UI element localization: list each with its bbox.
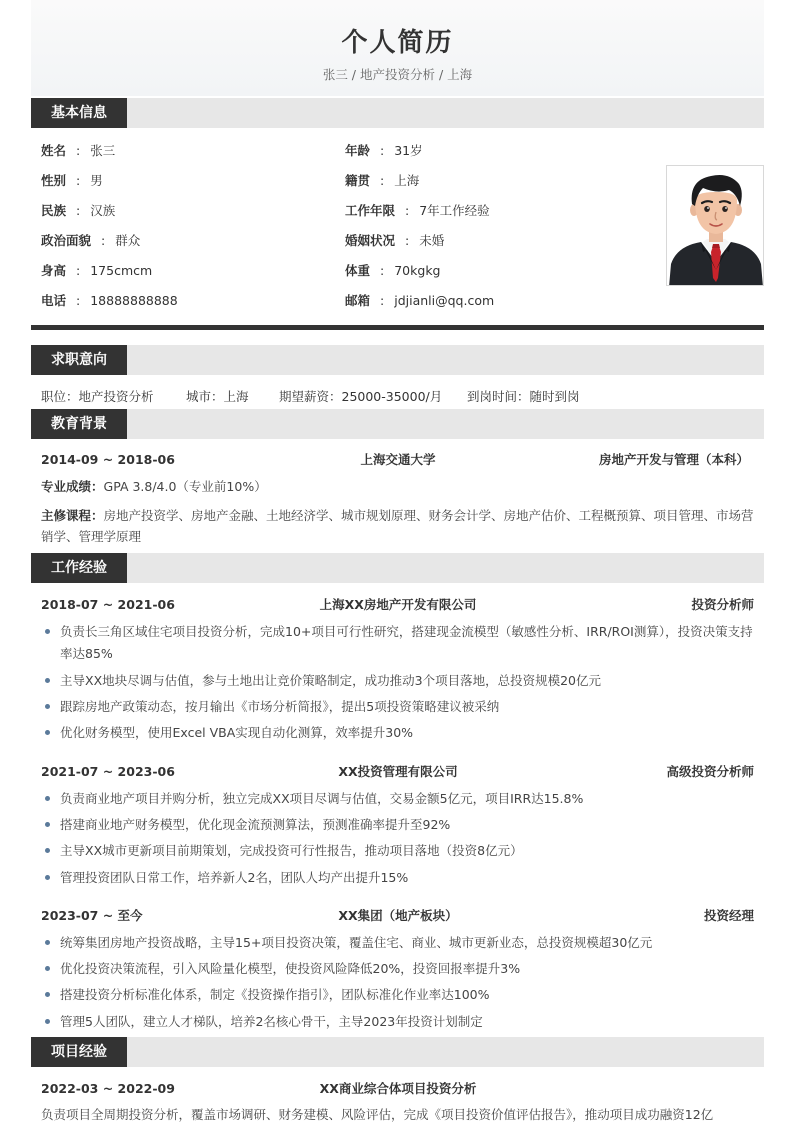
info-value: 张三 — [90, 143, 116, 158]
divider-bar — [31, 325, 764, 330]
info-weight — [345, 261, 441, 281]
info-value: 70kgkg — [394, 263, 441, 278]
job-company: XX集团（地产板块） — [338, 908, 458, 923]
info-colon: : — [380, 263, 385, 278]
bullet-dot-icon — [45, 848, 50, 853]
job-bullet-text: 优化投资决策流程，引入风险量化模型，使投资风险降低20%，投资回报率提升3% — [60, 961, 521, 976]
bullet-dot-icon — [45, 822, 50, 827]
info-name — [41, 141, 115, 161]
info-value: jdjianli@qq.com — [394, 293, 495, 308]
job-role: 高级投资分析师 — [666, 764, 754, 779]
info-value: 7年工作经验 — [419, 203, 490, 218]
bullet-dot-icon — [45, 992, 50, 997]
info-colon: : — [76, 143, 81, 158]
section-header-education — [31, 409, 764, 439]
education-grades — [41, 477, 267, 497]
resume-header — [31, 0, 764, 96]
info-label: 工作年限 — [345, 203, 396, 218]
job-bullet — [45, 621, 757, 665]
page-title: 个人简历 — [341, 28, 454, 58]
info-value: 群众 — [115, 233, 141, 248]
info-label: 电话 — [41, 293, 67, 308]
job-date: 2023-07 ~ 至今 — [41, 908, 143, 923]
job-bullet — [45, 840, 757, 862]
job-bullet-text: 主导XX地块尽调与估值，参与土地出让竞价策略制定，成功推动3个项目落地，总投资规模20亿元 — [60, 673, 601, 688]
info-colon: : — [405, 233, 410, 248]
info-value: 未婚 — [419, 233, 445, 248]
job-bullet — [45, 814, 757, 836]
section-header-work — [31, 553, 764, 583]
job-company: 上海XX房地产开发有限公司 — [319, 597, 477, 612]
section-header-intention — [31, 345, 764, 375]
job-bullet-text: 主导XX城市更新项目前期策划，完成投资可行性报告，推动项目落地（投资8亿元） — [60, 843, 523, 858]
info-label: 身高 — [41, 263, 67, 278]
job-bullet — [45, 788, 757, 810]
info-value: 175cmcm — [90, 263, 153, 278]
job-bullet-text: 管理投资团队日常工作，培养新人2名，团队人均产出提升15% — [60, 870, 409, 885]
bullet-dot-icon — [45, 796, 50, 801]
job-bullet-text: 优化财务模型，使用Excel VBA实现自动化测算，效率提升30% — [60, 725, 414, 740]
info-colon: : — [101, 233, 106, 248]
info-label: 姓名 — [41, 143, 67, 158]
info-colon: : — [380, 173, 385, 188]
education-courses-value: 房地产投资学、房地产金融、土地经济学、城市规划原理、财务会计学、房地产估价、工程概预算、项目管理、市场营销学、管理学原理 — [41, 508, 754, 544]
info-email — [345, 291, 494, 311]
job-bullet-text: 跟踪房地产政策动态，按月输出《市场分析简报》，提出5项投资策略建议被采纳 — [60, 699, 500, 714]
info-label: 民族 — [41, 203, 67, 218]
intention-salary: 期望薪资：25000-35000/月 — [279, 389, 443, 404]
bullet-dot-icon — [45, 966, 50, 971]
education-date: 2014-09 ~ 2018-06 — [41, 452, 175, 467]
intention-arrival: 到岗时间：随时到岗 — [467, 389, 580, 404]
profile-photo — [666, 165, 764, 286]
job-bullet — [45, 722, 757, 744]
info-value: 汉族 — [90, 203, 116, 218]
info-label: 籍贯 — [345, 173, 371, 188]
info-marital — [345, 231, 444, 251]
education-grades-label: 专业成绩： — [41, 479, 104, 494]
section-label-intention: 求职意向 — [31, 345, 127, 375]
job-bullet — [45, 670, 757, 692]
info-height — [41, 261, 152, 281]
job-bullet — [45, 932, 757, 954]
education-school: 上海交通大学 — [360, 452, 436, 467]
info-colon: : — [76, 173, 81, 188]
bullet-dot-icon — [45, 730, 50, 735]
bullet-dot-icon — [45, 940, 50, 945]
info-label: 体重 — [345, 263, 371, 278]
job-bullet-text: 搭建投资分析标准化体系，制定《投资操作指引》，团队标准化作业率达100% — [60, 987, 490, 1002]
education-courses-label: 主修课程： — [41, 508, 104, 523]
project-description: 负责项目全周期投资分析，覆盖市场调研、财务建模、风险评估，完成《项目投资价值评估报告》，推动项目成功融资12亿 — [41, 1107, 714, 1122]
education-courses — [41, 505, 757, 547]
job-bullet-text: 管理5人团队，建立人才梯队，培养2名核心骨干，主导2023年投资计划制定 — [60, 1014, 483, 1029]
info-value: 18888888888 — [90, 293, 178, 308]
info-phone — [41, 291, 178, 311]
info-colon: : — [76, 203, 81, 218]
bullet-dot-icon — [45, 875, 50, 880]
info-label: 婚姻状况 — [345, 233, 396, 248]
job-bullet — [45, 696, 757, 718]
job-bullet — [45, 958, 757, 980]
bullet-dot-icon — [45, 629, 50, 634]
job-date: 2018-07 ~ 2021-06 — [41, 597, 175, 612]
info-colon: : — [380, 143, 385, 158]
info-gender — [41, 171, 103, 191]
avatar-illustration — [667, 166, 764, 286]
info-value: 31岁 — [394, 143, 423, 158]
job-bullet-text: 搭建商业地产财务模型，优化现金流预测算法，预测准确率提升至92% — [60, 817, 451, 832]
section-label-project: 项目经验 — [31, 1037, 127, 1067]
section-label-education: 教育背景 — [31, 409, 127, 439]
info-age — [345, 141, 423, 161]
section-header-project — [31, 1037, 764, 1067]
education-grades-value: GPA 3.8/4.0（专业前10%） — [103, 479, 267, 494]
info-political — [41, 231, 140, 251]
intention-city: 城市：上海 — [186, 389, 249, 404]
section-label-basic: 基本信息 — [31, 98, 127, 128]
info-value: 男 — [90, 173, 103, 188]
intention-position: 职位：地产投资分析 — [41, 389, 154, 404]
project-name: XX商业综合体项目投资分析 — [319, 1081, 477, 1096]
job-role: 投资经理 — [703, 908, 754, 923]
page-subtitle: 张三 / 地产投资分析 / 上海 — [322, 67, 473, 82]
info-colon: : — [380, 293, 385, 308]
info-colon: : — [76, 293, 81, 308]
job-date: 2021-07 ~ 2023-06 — [41, 764, 175, 779]
section-label-work: 工作经验 — [31, 553, 127, 583]
info-colon: : — [405, 203, 410, 218]
info-hometown — [345, 171, 419, 191]
bullet-dot-icon — [45, 704, 50, 709]
job-role: 投资分析师 — [691, 597, 754, 612]
info-label: 邮箱 — [345, 293, 371, 308]
info-value: 上海 — [394, 173, 420, 188]
info-ethnicity — [41, 201, 115, 221]
info-label: 年龄 — [345, 143, 371, 158]
info-label: 政治面貌 — [41, 233, 92, 248]
info-years — [345, 201, 490, 221]
job-bullet — [45, 984, 757, 1006]
project-date: 2022-03 ~ 2022-09 — [41, 1081, 175, 1096]
info-label: 性别 — [41, 173, 67, 188]
bullet-dot-icon — [45, 678, 50, 683]
job-bullet-text: 统筹集团房地产投资战略，主导15+项目投资决策，覆盖住宅、商业、城市更新业态，总投资规模超30亿元 — [60, 935, 653, 950]
section-header-basic — [31, 98, 764, 128]
job-company: XX投资管理有限公司 — [338, 764, 458, 779]
education-major: 房地产开发与管理（本科） — [598, 452, 749, 467]
job-bullet — [45, 867, 757, 889]
job-bullet-text: 负责商业地产项目并购分析，独立完成XX项目尽调与估值，交易金额5亿元，项目IRR达15.8% — [60, 791, 584, 806]
info-colon: : — [76, 263, 81, 278]
job-bullet-text: 负责长三角区域住宅项目投资分析，完成10+项目可行性研究，搭建现金流模型（敏感性分析、IRR/ROI测算），投资决策支持率达85% — [60, 624, 753, 661]
job-bullet — [45, 1011, 757, 1033]
bullet-dot-icon — [45, 1019, 50, 1024]
